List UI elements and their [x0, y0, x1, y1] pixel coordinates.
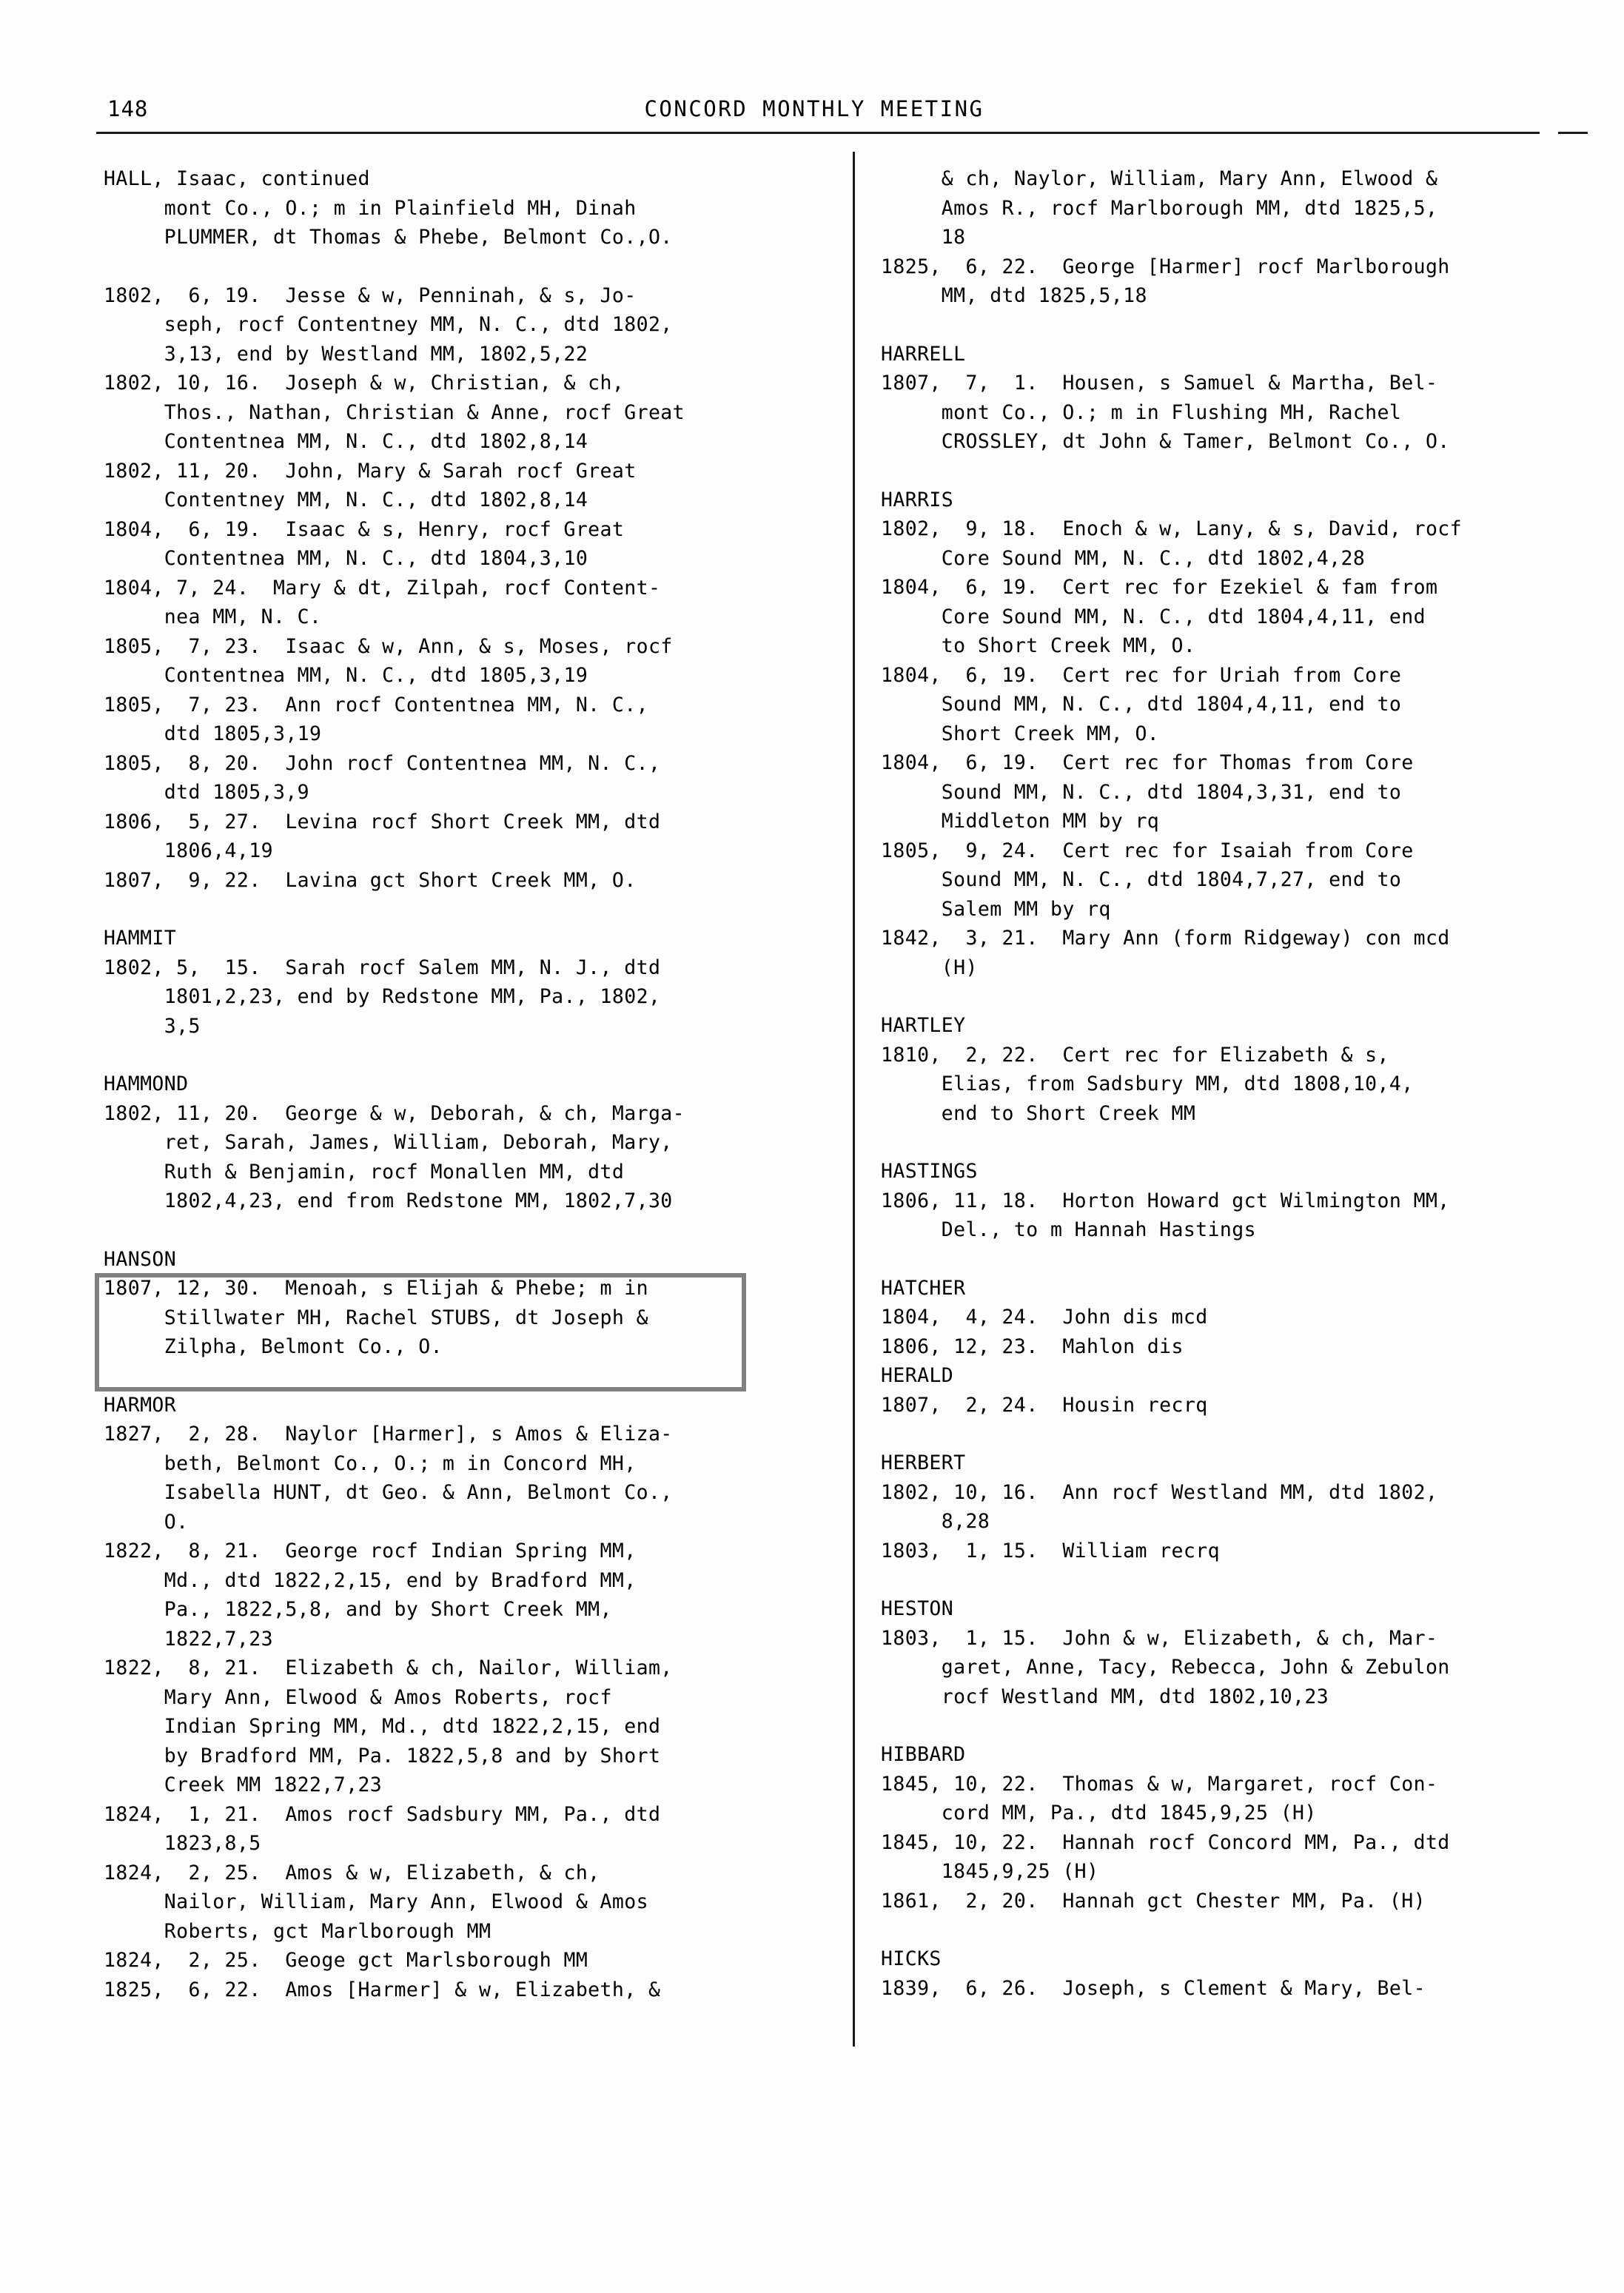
text-line: 1807, 12, 30. Menoah, s Elijah & Phebe; m in [104, 1277, 648, 1300]
text-line: CROSSLEY, dt John & Tamer, Belmont Co., O. [881, 430, 1450, 453]
text-line: HICKS [881, 1947, 942, 1970]
text-line: 1802, 10, 16. Joseph & w, Christian, & ch, [104, 372, 625, 395]
text-line: Sound MM, N. C., dtd 1804,7,27, end to [881, 868, 1402, 891]
text-line: 1802, 11, 20. John, Mary & Sarah rocf Great [104, 459, 637, 483]
text-line: (H) [881, 956, 978, 979]
text-line: mont Co., O.; m in Flushing MH, Rachel [881, 400, 1402, 424]
blank-line [881, 982, 1591, 1011]
text-line: 1803, 1, 15. William recrq [881, 1539, 1220, 1562]
page-title: CONCORD MONTHLY MEETING [644, 96, 984, 121]
text-line: & ch, Naylor, William, Mary Ann, Elwood & [881, 167, 1438, 190]
blank-line [104, 1216, 836, 1245]
header-rule [96, 132, 1540, 134]
page-header [89, 96, 1540, 130]
page-number: 148 [107, 96, 149, 121]
left-column [104, 164, 836, 2004]
text-line: Short Creek MM, O. [881, 722, 1160, 745]
text-line: HARRIS [881, 488, 954, 511]
text-line: 1825, 6, 22. George [Harmer] rocf Marlborough [881, 255, 1450, 278]
text-line: 1804, 7, 24. Mary & dt, Zilpah, rocf Content- [104, 576, 661, 600]
text-line: 1824, 2, 25. Amos & w, Elizabeth, & ch, [104, 1861, 600, 1884]
text-line: 1805, 8, 20. John rocf Contentnea MM, N. C., [104, 751, 661, 775]
text-line: 1807, 2, 24. Housin recrq [881, 1393, 1208, 1417]
text-line: seph, rocf Contentney MM, N. C., dtd 1802, [104, 313, 673, 336]
text-line: 1802,4,23, end from Redstone MM, 1802,7,30 [104, 1189, 673, 1212]
text-line: 18 [881, 226, 966, 249]
text-line: 1802, 5, 15. Sarah rocf Salem MM, N. J., dtd [104, 956, 661, 979]
blank-line [881, 1711, 1591, 1740]
text-line: beth, Belmont Co., O.; m in Concord MH, [104, 1451, 637, 1475]
text-line: 1802, 9, 18. Enoch & w, Lany, & s, David, rocf [881, 517, 1463, 540]
text-line: Del., to m Hannah Hastings [881, 1218, 1256, 1241]
text-line: HATCHER [881, 1276, 966, 1300]
text-line: O. [104, 1510, 189, 1534]
text-line: Contentney MM, N. C., dtd 1802,8,14 [104, 489, 588, 511]
text-line: 1803, 1, 15. John & w, Elizabeth, & ch, Mar- [881, 1626, 1438, 1650]
text-line: 1845, 10, 22. Hannah rocf Concord MM, Pa., dtd [881, 1830, 1450, 1854]
text-line: Core Sound MM, N. C., dtd 1802,4,28 [881, 546, 1366, 570]
text-line: 1845,9,25 (H) [881, 1860, 1099, 1883]
text-line: HESTON [881, 1597, 954, 1620]
text-line: 1805, 7, 23. Ann rocf Contentnea MM, N. C., [104, 693, 648, 716]
text-line: HARRELL [881, 342, 966, 366]
text-line: PLUMMER, dt Thomas & Phebe, Belmont Co.,O. [104, 226, 673, 249]
text-line: 1839, 6, 26. Joseph, s Clement & Mary, Bel- [881, 1976, 1426, 2000]
text-line: to Short Creek MM, O. [881, 634, 1196, 657]
blank-line [881, 1916, 1591, 1944]
text-line: end to Short Creek MM [881, 1101, 1196, 1125]
text-line: 1810, 2, 22. Cert rec for Elizabeth & s, [881, 1043, 1389, 1067]
text-line: 1802, 11, 20. George & w, Deborah, & ch, Marga- [104, 1101, 685, 1125]
text-line: Middleton MM by rq [881, 810, 1160, 833]
text-line: 3,5 [104, 1014, 201, 1038]
right-column [881, 164, 1591, 2003]
text-line: 1845, 10, 22. Thomas & w, Margaret, rocf Con- [881, 1772, 1438, 1796]
text-line: 1824, 1, 21. Amos rocf Sadsbury MM, Pa., dtd [104, 1802, 661, 1826]
text-line: 1824, 2, 25. Geoge gct Marlsborough MM [104, 1949, 588, 1972]
text-line: 3,13, end by Westland MM, 1802,5,22 [104, 342, 588, 366]
text-line: MM, dtd 1825,5,18 [881, 284, 1147, 307]
text-line: HERALD [881, 1364, 954, 1387]
text-line: 1802, 6, 19. Jesse & w, Penninah, & s, Jo- [104, 283, 637, 307]
blank-line [104, 1362, 836, 1391]
text-line: Contentnea MM, N. C., dtd 1804,3,10 [104, 547, 588, 570]
text-line: 1825, 6, 22. Amos [Harmer] & w, Elizabeth, & [104, 1978, 661, 2001]
column-divider [853, 152, 855, 2047]
text-line: Sound MM, N. C., dtd 1804,4,11, end to [881, 693, 1402, 716]
text-line: 1806, 12, 23. Mahlon dis [881, 1334, 1184, 1358]
text-line: 1804, 6, 19. Cert rec for Uriah from Core [881, 663, 1402, 687]
text-line: 1805, 9, 24. Cert rec for Isaiah from Core [881, 839, 1414, 862]
text-line: cord MM, Pa., dtd 1845,9,25 (H) [881, 1802, 1317, 1824]
text-line: 8,28 [881, 1510, 990, 1533]
text-line: ret, Sarah, James, William, Deborah, Mary, [104, 1131, 673, 1154]
text-line: HIBBARD [881, 1743, 966, 1766]
blank-line [881, 311, 1591, 340]
text-line: 1801,2,23, end by Redstone MM, Pa., 1802, [104, 985, 661, 1008]
text-line: HARTLEY [881, 1014, 966, 1037]
text-line: 1804, 6, 19. Cert rec for Ezekiel & fam from [881, 576, 1438, 599]
text-line: 1807, 7, 1. Housen, s Samuel & Martha, Bel- [881, 372, 1438, 395]
text-line: mont Co., O.; m in Plainfield MH, Dinah [104, 196, 637, 220]
text-line: HASTINGS [881, 1160, 978, 1183]
text-line: HARMOR [104, 1393, 177, 1417]
text-line: dtd 1805,3,9 [104, 781, 310, 804]
blank-line [104, 895, 836, 924]
text-line: Elias, from Sadsbury MM, dtd 1808,10,4, [881, 1072, 1414, 1095]
text-line: 1861, 2, 20. Hannah gct Chester MM, Pa. (H) [881, 1889, 1426, 1913]
text-line: dtd 1805,3,19 [104, 722, 322, 745]
text-line: 1823,8,5 [104, 1832, 261, 1855]
text-line: 1806,4,19 [104, 839, 273, 862]
blank-line [881, 1245, 1591, 1274]
text-line: HAMMOND [104, 1072, 189, 1095]
text-line: Zilpha, Belmont Co., O. [104, 1335, 443, 1358]
text-line: Creek MM 1822,7,23 [104, 1773, 383, 1796]
text-line: Ruth & Benjamin, rocf Monallen MM, dtd [104, 1160, 625, 1184]
blank-line [104, 252, 836, 281]
text-line: rocf Westland MM, dtd 1802,10,23 [881, 1685, 1329, 1708]
text-line: 1805, 7, 23. Isaac & w, Ann, & s, Moses, rocf [104, 634, 673, 658]
text-line: 1842, 3, 21. Mary Ann (form Ridgeway) con mcd [881, 927, 1450, 950]
blank-line [881, 1565, 1591, 1594]
text-line: 1804, 6, 19. Cert rec for Thomas from Core [881, 751, 1414, 774]
text-line: Md., dtd 1822,2,15, end by Bradford MM, [104, 1568, 637, 1592]
text-line: Sound MM, N. C., dtd 1804,3,31, end to [881, 780, 1402, 804]
text-line: Core Sound MM, N. C., dtd 1804,4,11, end [881, 605, 1426, 628]
text-line: 1807, 9, 22. Lavina gct Short Creek MM, O. [104, 868, 637, 892]
text-line: 1827, 2, 28. Naylor [Harmer], s Amos & Eliza- [104, 1423, 673, 1446]
text-line: Contentnea MM, N. C., dtd 1802,8,14 [104, 430, 588, 453]
blank-line [881, 1420, 1591, 1448]
text-line: 1804, 6, 19. Isaac & s, Henry, rocf Great [104, 517, 625, 541]
header-rule-right [1558, 132, 1588, 134]
text-line: Amos R., rocf Marlborough MM, dtd 1825,5, [881, 196, 1438, 220]
text-line: HANSON [104, 1247, 177, 1271]
text-line: Stillwater MH, Rachel STUBS, dt Joseph & [104, 1306, 648, 1329]
text-line: 1822, 8, 21. George rocf Indian Spring MM, [104, 1540, 637, 1562]
text-line: 1806, 11, 18. Horton Howard gct Wilmington MM, [881, 1189, 1450, 1212]
text-line: by Bradford MM, Pa. 1822,5,8 and by Short [104, 1744, 661, 1767]
text-line: Contentnea MM, N. C., dtd 1805,3,19 [104, 664, 588, 687]
text-line: Nailor, William, Mary Ann, Elwood & Amos [104, 1890, 648, 1913]
text-line: 1822,7,23 [104, 1627, 273, 1651]
text-line: garet, Anne, Tacy, Rebecca, John & Zebulon [881, 1656, 1450, 1679]
text-line: Mary Ann, Elwood & Amos Roberts, rocf [104, 1685, 612, 1709]
text-line: Thos., Nathan, Christian & Anne, rocf Great [104, 400, 685, 424]
text-line: HAMMIT [104, 927, 177, 950]
blank-line [881, 1128, 1591, 1157]
blank-line [104, 1041, 836, 1070]
text-line: Indian Spring MM, Md., dtd 1822,2,15, end [104, 1715, 661, 1738]
text-line: 1806, 5, 27. Levina rocf Short Creek MM, dtd [104, 810, 661, 833]
text-line: HALL, Isaac, continued [104, 167, 370, 190]
text-line: 1804, 4, 24. John dis mcd [881, 1306, 1208, 1329]
text-line: 1822, 8, 21. Elizabeth & ch, Nailor, William, [104, 1656, 673, 1679]
text-line: Pa., 1822,5,8, and by Short Creek MM, [104, 1598, 612, 1621]
text-line: nea MM, N. C. [104, 605, 322, 628]
text-line: HERBERT [881, 1451, 966, 1474]
text-line: 1802, 10, 16. Ann rocf Westland MM, dtd 1802, [881, 1480, 1438, 1504]
text-line: Salem MM by rq [881, 897, 1111, 921]
text-line: Isabella HUNT, dt Geo. & Ann, Belmont Co., [104, 1481, 673, 1504]
blank-line [881, 457, 1591, 486]
text-line: Roberts, gct Marlborough MM [104, 1919, 491, 1943]
